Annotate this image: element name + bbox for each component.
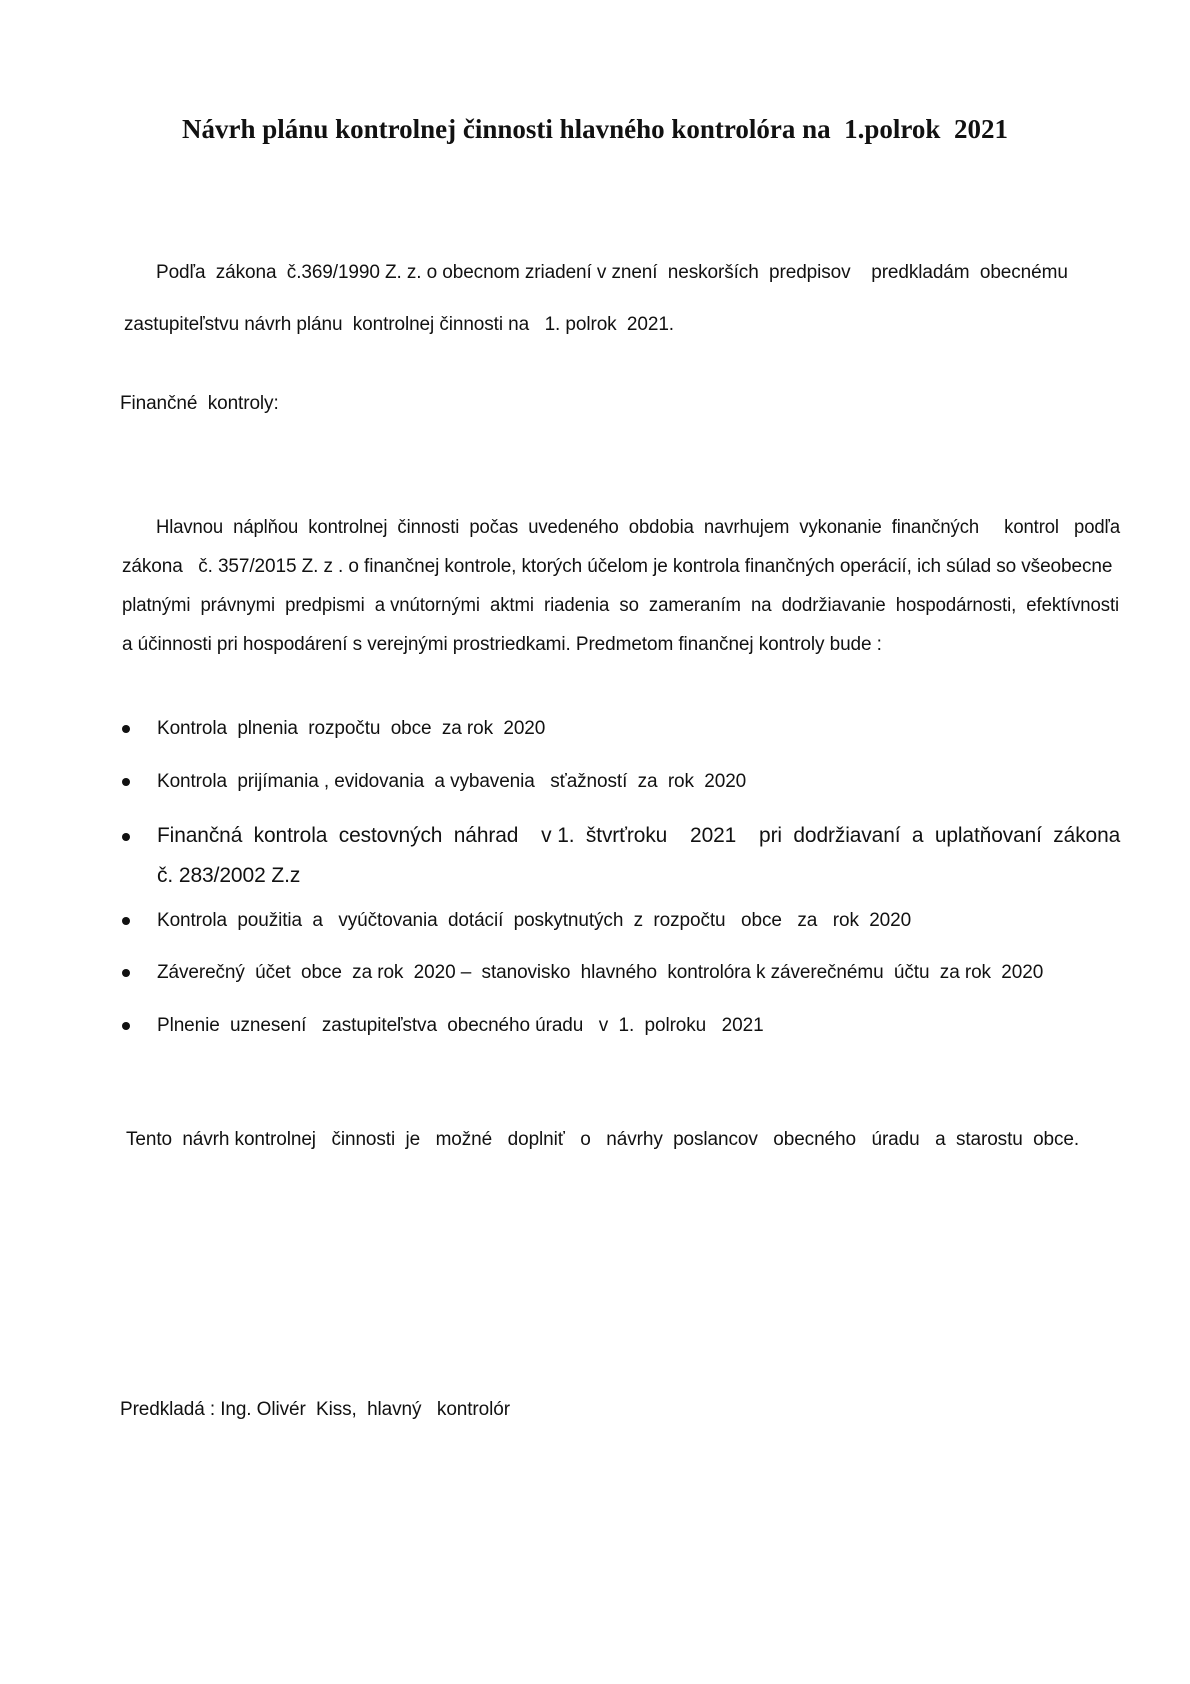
list-item: Plnenie uznesení zastupiteľstva obecného úradu v 1. polroku 2021 — [157, 1015, 764, 1036]
section-heading: Finančné kontroly: — [120, 393, 279, 414]
closing-sentence: Tento návrh kontrolnej činnosti je možné doplniť o návrhy poslancov obecného úradu a starostu obce. — [126, 1129, 1080, 1150]
list-item-continuation: č. 283/2002 Z.z — [157, 864, 301, 887]
list-item: Kontrola prijímania , evidovania a vybavenia sťažností za rok 2020 — [157, 771, 747, 792]
main-paragraph-line-4: a účinnosti pri hospodárení s verejnými prostriedkami. Predmetom finančnej kontroly bude : — [122, 634, 882, 655]
intro-line-2: zastupiteľstvu návrh plánu kontrolnej činnosti na 1. polrok 2021. — [124, 314, 674, 335]
bullet-marker — [122, 771, 132, 781]
bullet-marker — [122, 1015, 132, 1025]
bullet-marker — [122, 962, 132, 972]
bullet-marker — [122, 826, 132, 836]
list-item: Kontrola plnenia rozpočtu obce za rok 2020 — [157, 718, 546, 739]
list-item: Kontrola použitia a vyúčtovania dotácií poskytnutých z rozpočtu obce za rok 2020 — [157, 910, 912, 931]
main-paragraph-line-2: zákona č. 357/2015 Z. z . o finančnej kontrole, ktorých účelom je kontrola finančných operácií, ich súlad so všeobecne — [122, 556, 1113, 577]
list-item: Záverečný účet obce za rok 2020 – stanovisko hlavného kontrolóra k záverečnému účtu za rok 2020 — [157, 962, 1044, 983]
signature: Predkladá : Ing. Olivér Kiss, hlavný kontrolór — [120, 1399, 510, 1420]
list-item: Finančná kontrola cestovných náhrad v 1. štvrťroku 2021 pri dodržiavaní a uplatňovaní zákona — [157, 824, 1121, 847]
document-title: Návrh plánu kontrolnej činnosti hlavného kontrolóra na 1.polrok 2021 — [182, 114, 1008, 144]
main-paragraph-line-1: Hlavnou náplňou kontrolnej činnosti počas uvedeného obdobia navrhujem vykonanie finančných kontrol podľa — [156, 517, 1121, 538]
intro-line-1: Podľa zákona č.369/1990 Z. z. o obecnom zriadení v znení neskorších predpisov predkladám obecnému — [156, 262, 1068, 283]
bullet-marker — [122, 910, 132, 920]
bullet-marker — [122, 718, 132, 728]
main-paragraph-line-3: platnými právnymi predpismi a vnútornými aktmi riadenia so zameraním na dodržiavanie hospodárnosti, efektívnosti — [122, 595, 1120, 616]
